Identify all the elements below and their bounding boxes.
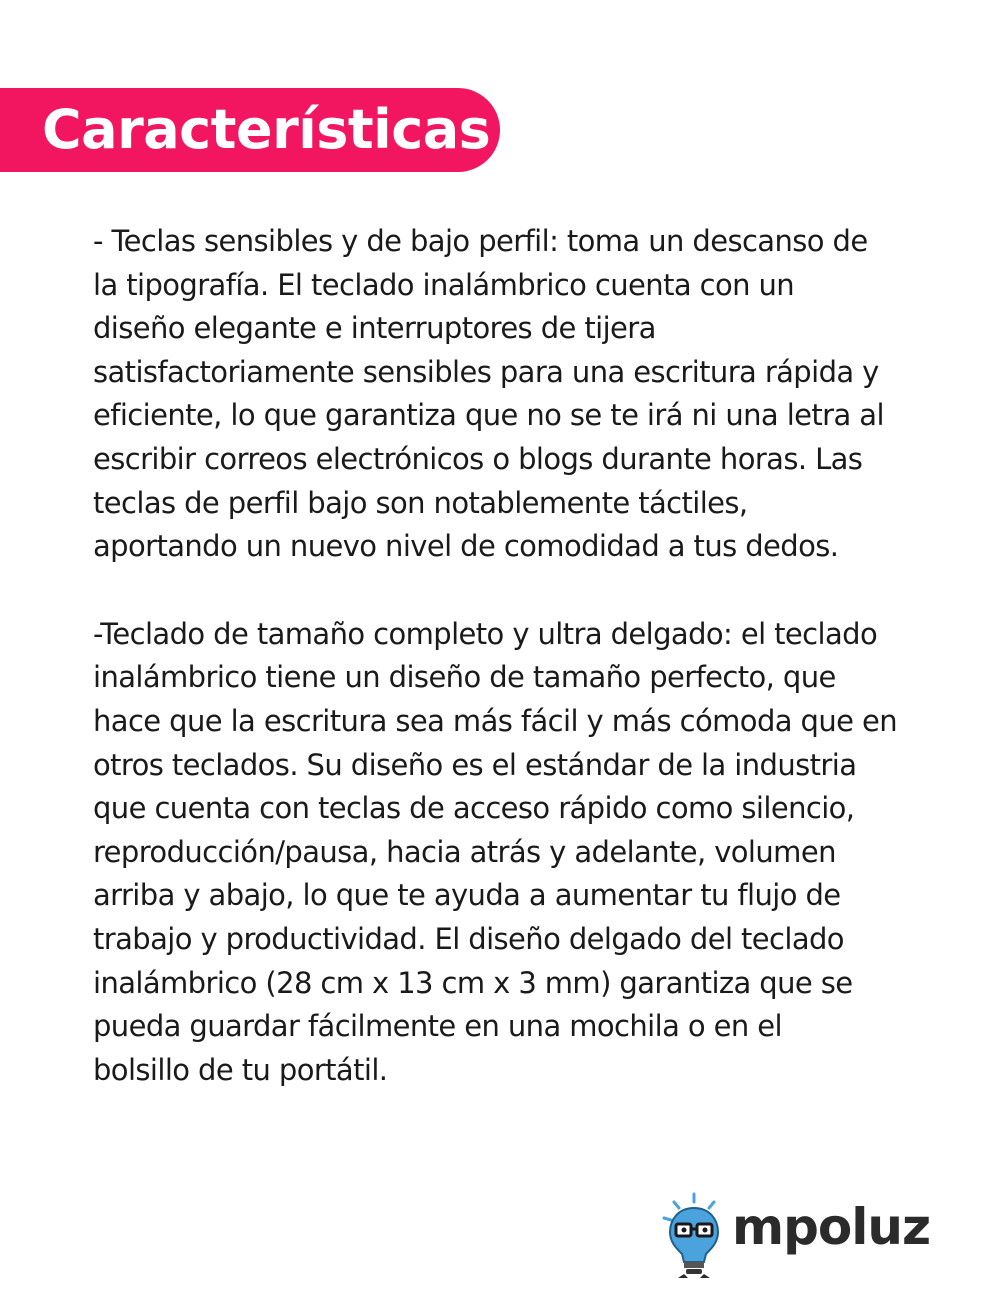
brand-name: mpoluz <box>732 1198 931 1256</box>
feature-description <box>93 220 973 1092</box>
lightbulb-mascot-icon <box>660 1190 740 1280</box>
page-title: Características <box>42 98 491 161</box>
brand-logo <box>660 1190 940 1280</box>
feature-paragraph-size: -Teclado de tamaño completo y ultra delgado: el teclado inalámbrico tiene un diseño de tamaño perfecto, que hace que la escritura sea más fácil y más cómoda que en otros teclados. Su diseño es el estándar de la industria que cuenta con teclas de acceso rápido como silencio, reproducción/pausa, hacia atrás y adelante, volumen arriba y abajo, lo que te ayuda a aumentar tu flujo de trabajo y productividad. El diseño delgado del teclado inalámbrico (28 cm x 13 cm x 3 mm) garantiza que se pueda guardar fácilmente en una mochila o en el bolsillo de tu portátil. <box>93 616 898 1087</box>
title-banner <box>0 88 500 172</box>
feature-paragraph-keys: - Teclas sensibles y de bajo perfil: toma un descanso de la tipografía. El teclado inalámbrico cuenta con un diseño elegante e interruptores de tijera satisfactoriamente sensibles para una escritura rápida y eficiente, lo que garantiza que no se te irá ni una letra al escribir correos electrónicos o blogs durante horas. Las teclas de perfil bajo son notablemente táctiles, aportando un nuevo nivel de comodidad a tus dedos. <box>93 224 884 564</box>
